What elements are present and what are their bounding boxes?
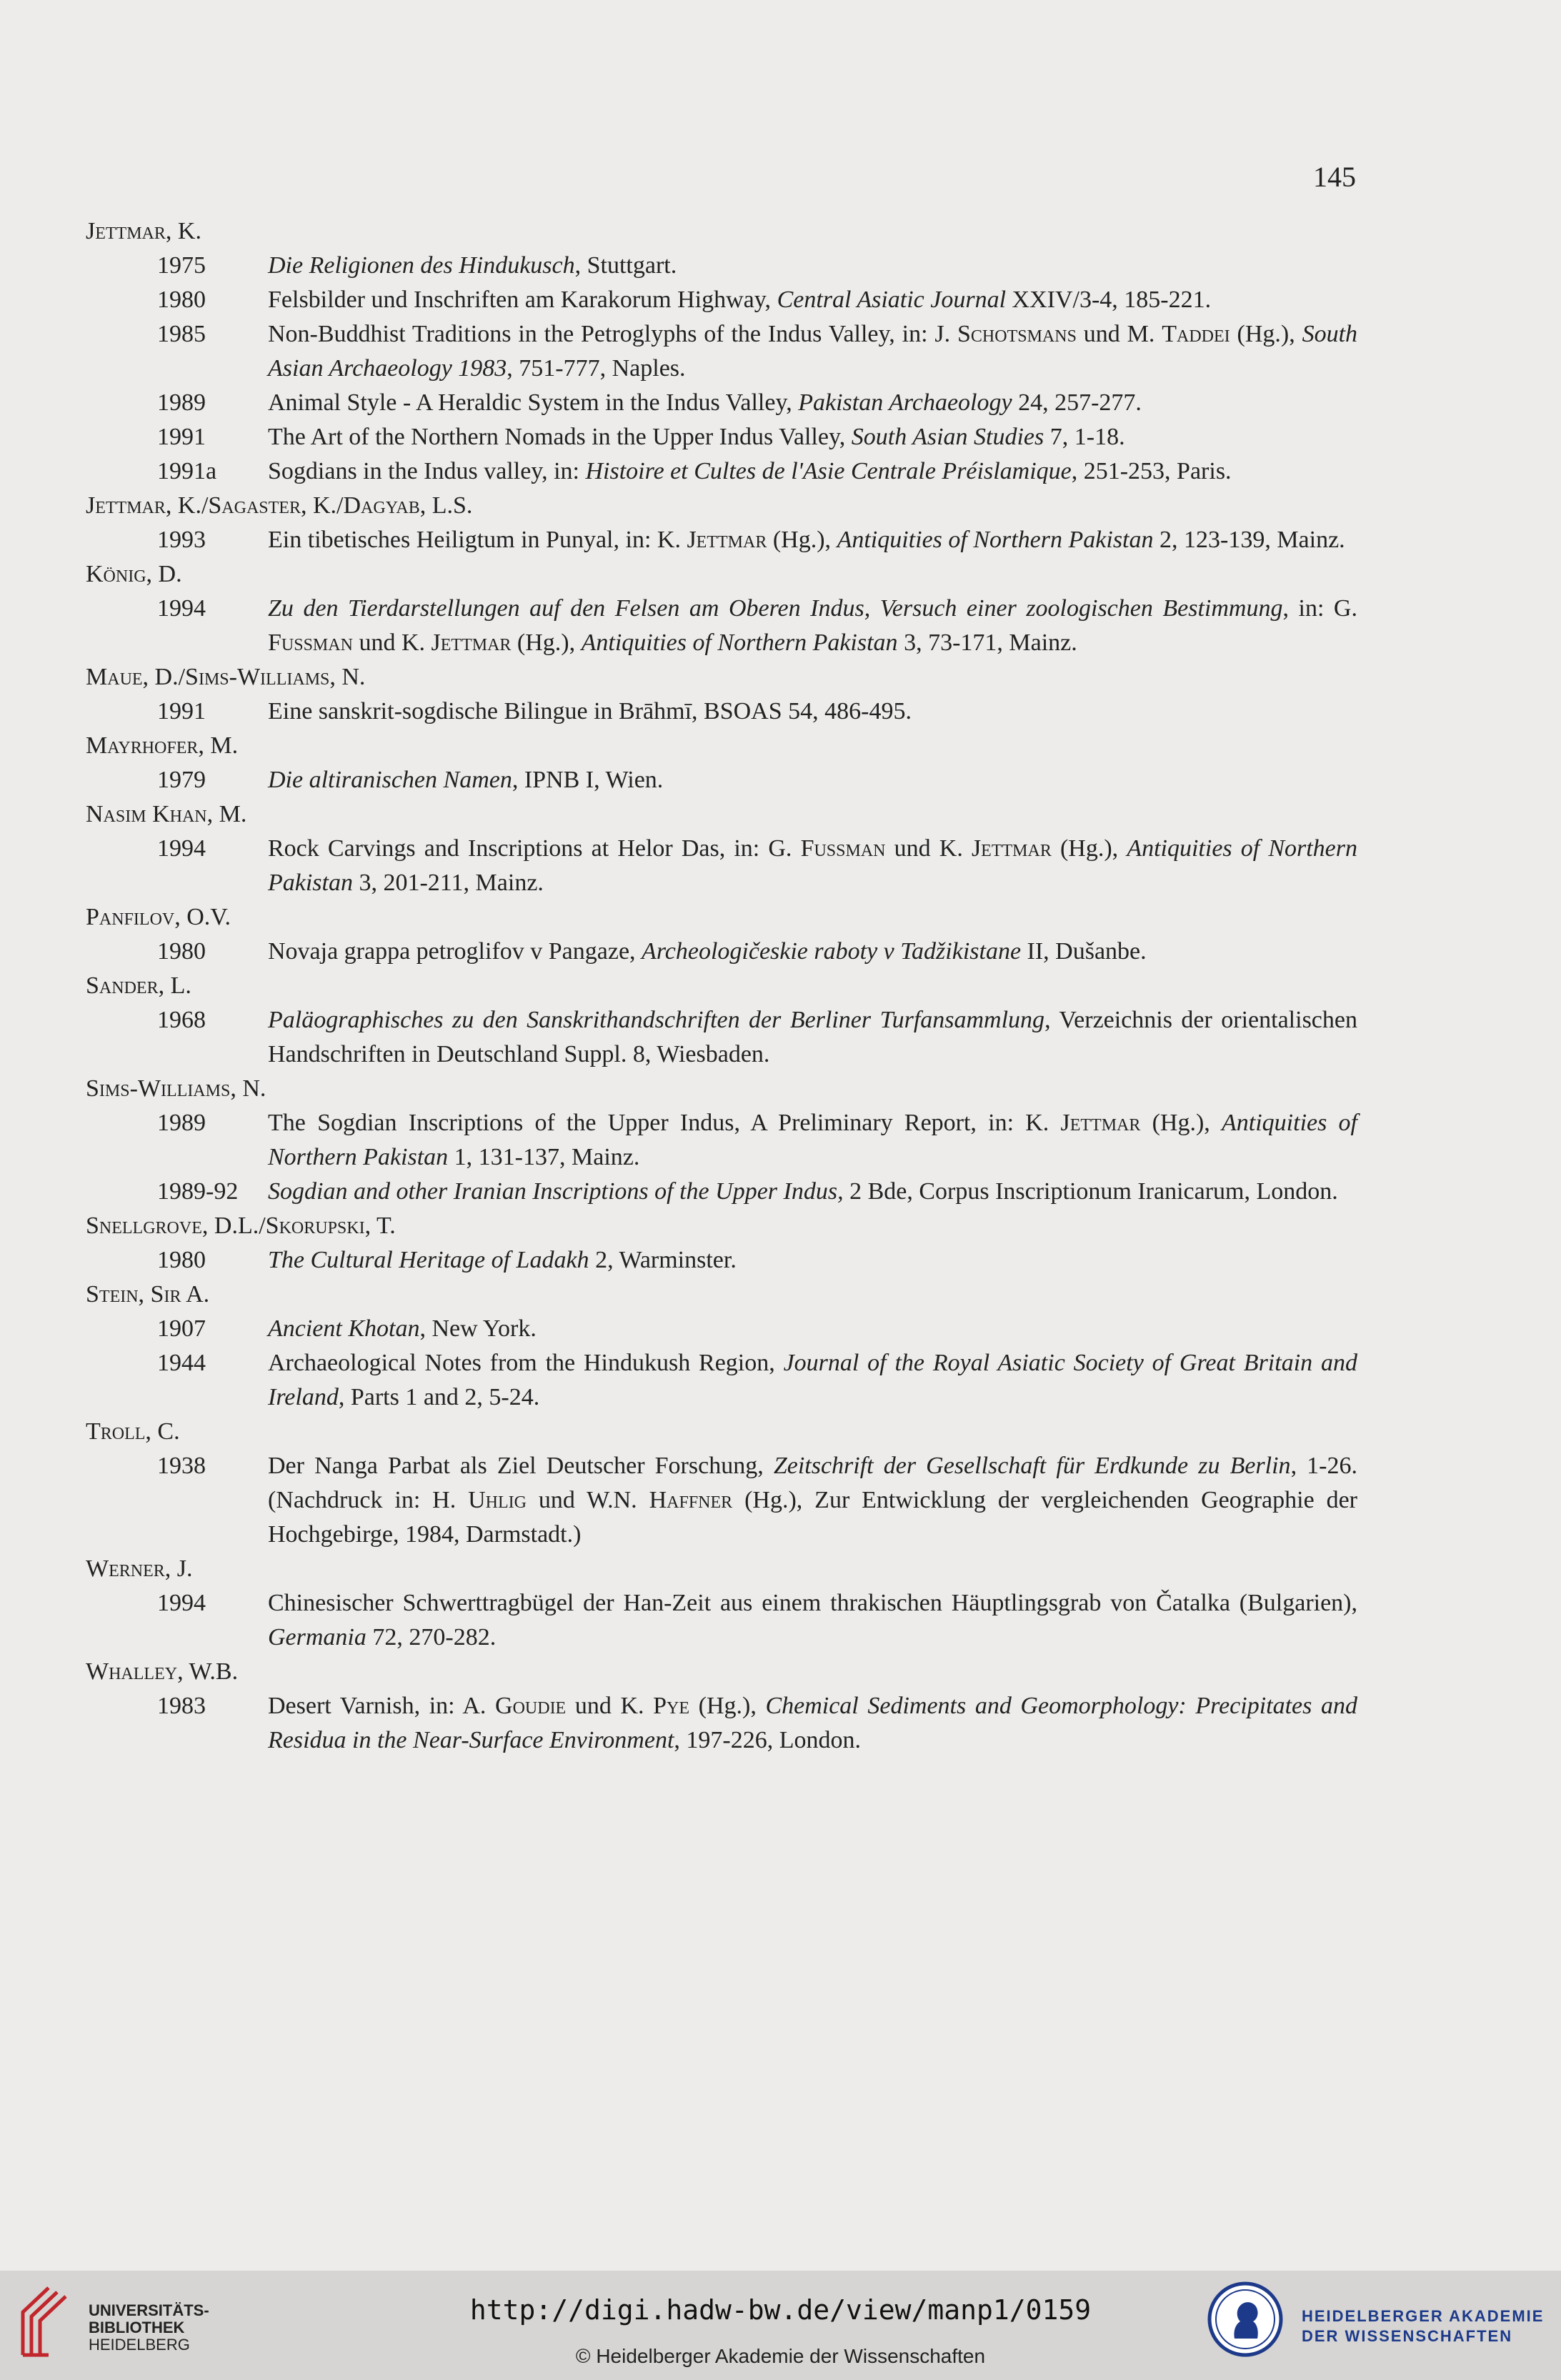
entry-text bbox=[268, 767, 663, 793]
entry-text-segment: und K. bbox=[885, 835, 972, 862]
entry-text bbox=[268, 1178, 1338, 1205]
bibliography-entry bbox=[86, 283, 1357, 317]
entry-text-segment: und W.N. bbox=[526, 1487, 649, 1513]
entry-title-italic: Germania bbox=[268, 1624, 366, 1650]
academy-name bbox=[1302, 2306, 1544, 2346]
entry-year: 1907 bbox=[157, 1315, 206, 1342]
entry-name-smallcaps: Haffner bbox=[649, 1487, 733, 1513]
bibliography-entry bbox=[86, 1106, 1357, 1175]
entry-text-segment: Felsbilder und Inschriften am Karakorum Highway, bbox=[268, 287, 777, 313]
author-name: Werner, J. bbox=[86, 1555, 193, 1582]
bibliography-entry bbox=[86, 1449, 1357, 1552]
entry-text-segment: , Verzeichnis der orientalischen Handschriften in Deutschland Suppl. 8, Wiesbaden. bbox=[268, 1007, 1357, 1067]
entry-text bbox=[268, 1315, 537, 1342]
entry-name-smallcaps: Jettmar bbox=[971, 835, 1052, 862]
author-name: Snellgrove, D.L./Skorupski, T. bbox=[86, 1213, 396, 1239]
entry-text bbox=[268, 458, 1232, 484]
entry-text-segment: Novaja grappa petroglifov v Pangaze, bbox=[268, 938, 642, 965]
entry-text-segment: Ein tibetisches Heiligtum in Punyal, in: K. bbox=[268, 527, 687, 553]
author-name: Sims-Williams, N. bbox=[86, 1075, 266, 1102]
bibliography-entry bbox=[86, 317, 1357, 386]
entry-text bbox=[268, 1693, 1357, 1753]
entry-text-segment: Rock Carvings and Inscriptions at Helor Das, in: G. bbox=[268, 835, 801, 862]
entry-title-italic: Journal of the Royal Asiatic Society of Great Britain and Ireland bbox=[268, 1350, 1357, 1410]
entry-year: 1979 bbox=[157, 767, 206, 793]
entry-year: 1938 bbox=[157, 1453, 206, 1479]
bibliography-entry bbox=[86, 763, 1357, 797]
entry-text bbox=[268, 1110, 1357, 1170]
entry-text-segment: Eine sanskrit-sogdische Bilingue in Brāhmī, BSOAS 54, 486-495. bbox=[268, 698, 912, 725]
bibliography-entry bbox=[86, 1175, 1357, 1209]
entry-text bbox=[268, 252, 677, 279]
entry-text-segment: Der Nanga Parbat als Ziel Deutscher Forschung, bbox=[268, 1453, 774, 1479]
entry-text bbox=[268, 389, 1142, 416]
entry-title-italic: South Asian Studies bbox=[851, 424, 1044, 450]
entry-text-segment: , 197-226, London. bbox=[674, 1727, 861, 1753]
entry-year: 1989 bbox=[157, 1110, 206, 1136]
entry-text-segment: Sogdians in the Indus valley, in: bbox=[268, 458, 586, 484]
footer-copyright: © Heidelberger Akademie der Wissenschaften bbox=[575, 2345, 986, 2367]
author-name: Nasim Khan, M. bbox=[86, 801, 247, 827]
bibliography-entry bbox=[86, 420, 1357, 454]
entry-name-smallcaps: Fussman bbox=[268, 629, 353, 656]
entry-year: 1994 bbox=[157, 1590, 206, 1616]
page-number: 145 bbox=[1313, 161, 1356, 193]
entry-title-italic: Pakistan Archaeology bbox=[798, 389, 1012, 416]
entry-text-segment: 1, 131-137, Mainz. bbox=[448, 1144, 640, 1170]
entry-year: 1944 bbox=[157, 1350, 206, 1376]
entry-year: 1991a bbox=[157, 458, 217, 484]
entry-title-italic: Zeitschrift der Gesellschaft für Erdkunde zu Berlin bbox=[773, 1453, 1291, 1479]
entry-text bbox=[268, 1247, 737, 1273]
entry-title-italic: Chemical Sediments and Geomorphology: Precipitates and Residua in the Near-Surface Environment bbox=[268, 1693, 1357, 1753]
entry-text bbox=[268, 424, 1125, 450]
entry-title-italic: Paläographisches zu den Sanskrithandschriften der Berliner Turfansammlung bbox=[268, 1007, 1045, 1033]
author-name: König, D. bbox=[86, 561, 182, 587]
entry-year: 1980 bbox=[157, 287, 206, 313]
entry-text-segment: Non-Buddhist Traditions in the Petroglyphs of the Indus Valley, in: J. bbox=[268, 321, 957, 347]
entry-text-segment: 24, 257-277. bbox=[1012, 389, 1142, 416]
entry-name-smallcaps: Taddei bbox=[1162, 321, 1230, 347]
entry-text-segment: (Hg.), bbox=[511, 629, 582, 656]
entry-text bbox=[268, 1007, 1357, 1067]
bibliography-entry bbox=[86, 1312, 1357, 1346]
bibliography-entry bbox=[86, 935, 1357, 969]
entry-text-segment: und K. bbox=[566, 1693, 654, 1719]
entry-text-segment: 3, 201-211, Mainz. bbox=[352, 870, 544, 896]
entry-text-segment: 72, 270-282. bbox=[366, 1624, 497, 1650]
entry-text bbox=[268, 1590, 1357, 1650]
entry-text bbox=[268, 938, 1147, 965]
entry-name-smallcaps: Goudie bbox=[495, 1693, 567, 1719]
entry-name-smallcaps: Schotsmans bbox=[957, 321, 1077, 347]
entry-title-italic: Die Religionen des Hindukusch bbox=[268, 252, 575, 279]
entry-year: 1994 bbox=[157, 595, 206, 622]
entry-text-segment: Animal Style - A Heraldic System in the Indus Valley, bbox=[268, 389, 799, 416]
entry-text bbox=[268, 1453, 1357, 1548]
entry-title-italic: Sogdian and other Iranian Inscriptions of the Upper Indus, bbox=[268, 1178, 844, 1205]
bibliography-entry bbox=[86, 832, 1357, 900]
bibliography-entry bbox=[86, 592, 1357, 660]
author-name: Jettmar, K. bbox=[86, 218, 201, 244]
entry-text-segment: 2, Warminster. bbox=[589, 1247, 737, 1273]
library-line-2: BIBLIOTHEK bbox=[89, 2319, 185, 2336]
entry-title-italic: Ancient Khotan bbox=[268, 1315, 420, 1342]
entry-text-segment: , in: G. bbox=[1282, 595, 1357, 622]
entry-name-smallcaps: Jettmar bbox=[1060, 1110, 1141, 1136]
bibliography-entry bbox=[86, 694, 1357, 729]
bibliography-entry bbox=[86, 386, 1357, 420]
footer-url-link[interactable]: http://digi.hadw-bw.de/view/manp1/0159 bbox=[469, 2294, 1092, 2326]
author-name: Whalley, W.B. bbox=[86, 1658, 239, 1685]
entry-text-segment: 2 Bde, Corpus Inscriptionum Iranicarum, London. bbox=[843, 1178, 1338, 1205]
entry-text-segment: , Stuttgart. bbox=[574, 252, 677, 279]
entry-text-segment: 7, 1-18. bbox=[1044, 424, 1125, 450]
entry-text-segment: und M. bbox=[1076, 321, 1162, 347]
entry-text-segment: (Hg.), bbox=[767, 527, 837, 553]
bibliography-entry bbox=[86, 1689, 1357, 1758]
entry-title-italic: The Cultural Heritage of Ladakh bbox=[268, 1247, 589, 1273]
entry-year: 1991 bbox=[157, 424, 206, 450]
author-name: Mayrhofer, M. bbox=[86, 732, 239, 759]
entry-title-italic: Archeologičeskie raboty v Tadžikistane bbox=[642, 938, 1022, 965]
entry-title-italic: Die altiranischen Namen bbox=[268, 767, 512, 793]
author-name: Maue, D./Sims-Williams, N. bbox=[86, 664, 366, 690]
entry-year: 1985 bbox=[157, 321, 206, 347]
entry-text-segment: , Parts 1 and 2, 5-24. bbox=[338, 1384, 540, 1410]
entry-name-smallcaps: Jettmar bbox=[687, 527, 767, 553]
entry-text-segment: (Hg.), bbox=[1051, 835, 1127, 862]
entry-title-italic: Antiquities of Northern Pakistan bbox=[268, 835, 1358, 896]
library-line-1: UNIVERSITÄTS- bbox=[89, 2301, 209, 2319]
entry-title-italic: South Asian Archaeology 1983 bbox=[268, 321, 1358, 382]
academy-seal-icon bbox=[1206, 2280, 1285, 2359]
entry-text-segment: (Hg.), Zur Entwicklung der vergleichenden Geographie der Hochgebirge, 1984, Darmstadt.) bbox=[268, 1487, 1357, 1548]
entry-name-smallcaps: Jettmar bbox=[431, 629, 512, 656]
entry-text bbox=[268, 835, 1357, 896]
bibliography-entry bbox=[86, 523, 1357, 557]
entry-text-segment: , 251-253, Paris. bbox=[1071, 458, 1232, 484]
author-name: Jettmar, K./Sagaster, K./Dagyab, L.S. bbox=[86, 492, 473, 519]
entry-text bbox=[268, 698, 912, 725]
entry-year: 1980 bbox=[157, 1247, 206, 1273]
entry-text-segment: Chinesischer Schwerttragbügel der Han-Zeit aus einem thrakischen Häuptlingsgrab von Čatalka (Bulgarien), bbox=[268, 1590, 1357, 1616]
bibliography-entry bbox=[86, 249, 1357, 283]
entry-text-segment: 2, 123-139, Mainz. bbox=[1153, 527, 1345, 553]
entry-year: 1975 bbox=[157, 252, 206, 279]
bibliography-entry bbox=[86, 1586, 1357, 1655]
entry-name-smallcaps: Uhlig bbox=[468, 1487, 527, 1513]
entry-text-segment: Desert Varnish, in: A. bbox=[268, 1693, 496, 1719]
entry-text bbox=[268, 595, 1357, 656]
entry-year: 1968 bbox=[157, 1007, 206, 1033]
entry-title-italic: Antiquities of Northern Pakistan bbox=[837, 527, 1154, 553]
bibliography-entry bbox=[86, 454, 1357, 489]
entry-title-italic: Antiquities of Northern Pakistan bbox=[268, 1110, 1357, 1170]
bibliography-list bbox=[86, 214, 1357, 1758]
entry-text-segment: Archaeological Notes from the Hindukush Region, bbox=[268, 1350, 784, 1376]
bibliography-entry bbox=[86, 1243, 1357, 1278]
entry-text-segment: The Sogdian Inscriptions of the Upper Indus, A Preliminary Report, in: K. bbox=[268, 1110, 1061, 1136]
entry-text-segment: , IPNB I, Wien. bbox=[512, 767, 664, 793]
entry-year: 1989-92 bbox=[157, 1178, 239, 1205]
entry-name-smallcaps: Pye bbox=[653, 1693, 690, 1719]
entry-year: 1993 bbox=[157, 527, 206, 553]
entry-text-segment: , 1-26. (Nachdruck in: H. bbox=[268, 1453, 1358, 1513]
author-name: Sander, L. bbox=[86, 972, 191, 999]
entry-text-segment: (Hg.), bbox=[1140, 1110, 1222, 1136]
entry-title-italic: Histoire et Cultes de l'Asie Centrale Préislamique bbox=[585, 458, 1072, 484]
author-name: Stein, Sir A. bbox=[86, 1281, 210, 1308]
author-name: Troll, C. bbox=[86, 1418, 180, 1445]
entry-year: 1989 bbox=[157, 389, 206, 416]
entry-title-italic: Zu den Tierdarstellungen auf den Felsen am Oberen Indus, Versuch einer zoologischen Bestimmung bbox=[268, 595, 1283, 622]
entry-year: 1980 bbox=[157, 938, 206, 965]
entry-text-segment: XXIV/3-4, 185-221. bbox=[1006, 287, 1212, 313]
entry-text bbox=[268, 321, 1357, 382]
entry-text bbox=[268, 527, 1345, 553]
entry-year: 1983 bbox=[157, 1693, 206, 1719]
author-name: Panfilov, O.V. bbox=[86, 904, 231, 930]
entry-text-segment: 3, 73-171, Mainz. bbox=[897, 629, 1077, 656]
entry-year: 1994 bbox=[157, 835, 206, 862]
entry-text-segment: (Hg.), bbox=[1230, 321, 1302, 347]
entry-name-smallcaps: Fussman bbox=[800, 835, 886, 862]
bibliography-entry bbox=[86, 1346, 1357, 1415]
entry-text-segment: und K. bbox=[352, 629, 432, 656]
entry-text-segment: II, Dušanbe. bbox=[1021, 938, 1147, 965]
academy-line-2: DER WISSENSCHAFTEN bbox=[1302, 2327, 1513, 2345]
entry-text-segment: The Art of the Northern Nomads in the Upper Indus Valley, bbox=[268, 424, 852, 450]
bibliography-entry bbox=[86, 1003, 1357, 1072]
entry-text-segment: , New York. bbox=[419, 1315, 537, 1342]
entry-year: 1991 bbox=[157, 698, 206, 725]
entry-text bbox=[268, 287, 1211, 313]
entry-title-italic: Antiquities of Northern Pakistan bbox=[581, 629, 898, 656]
entry-text-segment: (Hg.), bbox=[689, 1693, 766, 1719]
entry-text bbox=[268, 1350, 1357, 1410]
entry-text-segment: , 751-777, Naples. bbox=[507, 355, 686, 382]
entry-title-italic: Central Asiatic Journal bbox=[777, 287, 1007, 313]
library-line-3: HEIDELBERG bbox=[89, 2336, 190, 2354]
academy-line-1: HEIDELBERGER AKADEMIE bbox=[1302, 2307, 1545, 2325]
